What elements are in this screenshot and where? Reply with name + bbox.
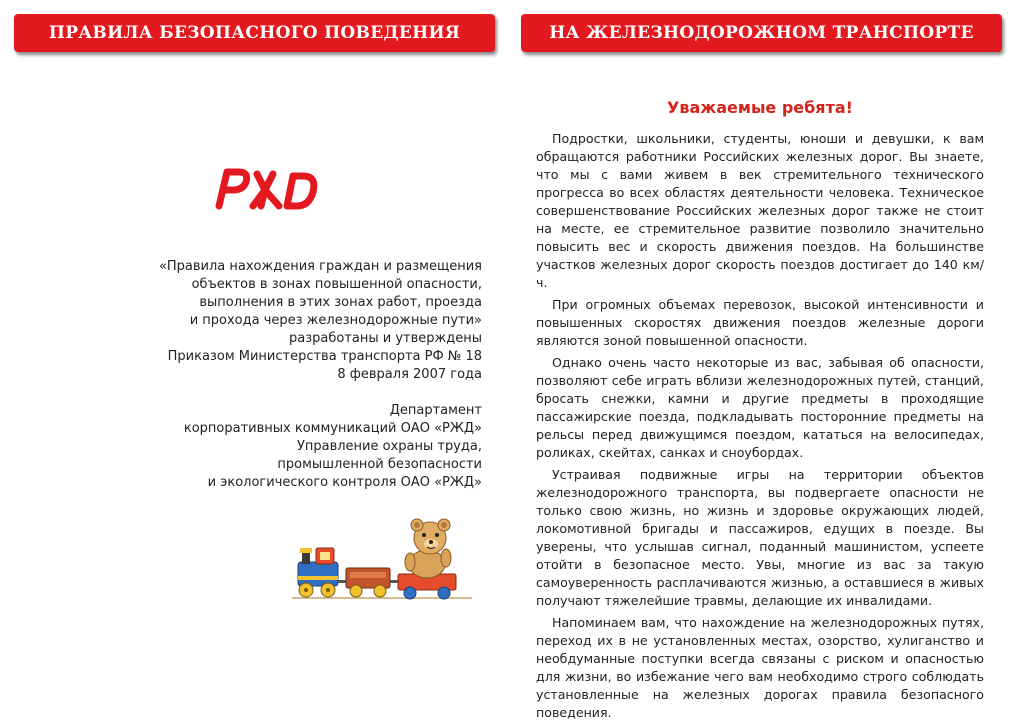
department-credits — [152, 402, 482, 492]
rules-quote-line: объектов в зонах повышенной опасности, — [191, 277, 482, 292]
rzd-logo — [213, 162, 319, 212]
rules-quote-line: 8 февраля 2007 года — [337, 367, 482, 382]
rules-quote-line: и прохода через железнодорожные пути» — [189, 313, 482, 328]
right-title-banner — [521, 14, 1002, 52]
rules-quote-line: «Правила нахождения граждан и размещения — [158, 259, 482, 274]
department-line: и экологического контроля ОАО «РЖД» — [207, 475, 482, 490]
main-text — [536, 130, 984, 726]
paragraph: Напоминаем вам, что нахождение на железнодорожных путях, переход их в не установленных местах, озорство, хулиганство и необдуманные поступки всегда связаны с риском и опасностью для жизни, во избежание чего вам необходимо строго соблюдать установленные на железных дорогах правила безопасного поведения. — [536, 615, 984, 720]
toy-train-with-teddy-bear-icon — [290, 518, 474, 604]
left-title-banner — [14, 14, 495, 52]
rules-quote-line: разработаны и утверждены — [289, 331, 482, 346]
department-line: промышленной безопасности — [277, 457, 482, 472]
left-title: ПРАВИЛА БЕЗОПАСНОГО ПОВЕДЕНИЯ — [48, 23, 461, 43]
main-heading: Уважаемые ребята! — [667, 98, 853, 117]
rules-approval-note — [152, 258, 482, 384]
paragraph: При огромных объемах перевозок, высокой интенсивности и повышенных скоростях движения поездов железные дороги являются зоной повышенной опасности. — [536, 297, 984, 348]
rules-quote-line: выполнения в этих зонах работ, проезда — [199, 295, 482, 310]
paragraph: Устраивая подвижные игры на территории объектов железнодорожного транспорта, вы подвергаете опасности не только свою жизнь, но жизнь и здоровье окружающих людей, локомотивной бригады и пассажиров, едущих в поезде. Вы уверены, что услышав сигнал, поданный машинистом, успеете отойти в безопасное место. Увы, многие из вас за такую самоуверенность расплачиваются жизнью, а оставшиеся в живых получают тяжелейшие травмы, делающие их инвалидами. — [536, 467, 984, 608]
department-line: корпоративных коммуникаций ОАО «РЖД» — [183, 421, 482, 436]
rules-quote-line: Приказом Министерства транспорта РФ № 18 — [167, 349, 482, 364]
paragraph: Однако очень часто некоторые из вас, забывая об опасности, позволяют себе играть вблизи железнодорожных путей, станций, бросать снежки, камни и другие предметы в проходящие пассажирские поезда, подкладывать посторонние предметы на рельсы перед движущимся поездом, кататься на велосипедах, роликах, скейтах, санках и сноубордах. — [536, 355, 984, 460]
department-line: Управление охраны труда, — [296, 439, 482, 454]
right-title: НА ЖЕЛЕЗНОДОРОЖНОМ ТРАНСПОРТЕ — [549, 23, 974, 43]
paragraph: Подростки, школьники, студенты, юноши и девушки, к вам обращаются работники Российских железных дорог. Вы знаете, что мы с вами живем в век стремительного технического прогресса во всех областях деятельности человека. Техническое совершенствование Российских железных дорог также не стоит на месте, ее стремительное развитие позволило значительно повысить вес и скорость движения поездов. На большинстве участков железных дорог скорость поездов достигает до 140 км/ч. — [536, 131, 984, 290]
department-line: Департамент — [389, 403, 482, 418]
